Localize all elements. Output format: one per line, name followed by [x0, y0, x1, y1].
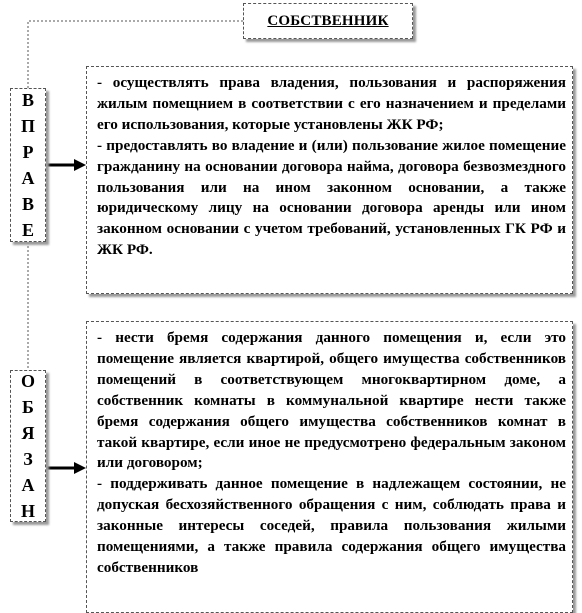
rights-label-box: [10, 88, 46, 242]
rights-item: - предоставлять во владение и (или) пользование жилое помещение гражданину на основании договора найма, договора безвозмездного пользования или на ином законном основании, а также юридическому лицу на основании договора аренды или ином законном основании с учетом требований, установленных ГК РФ и ЖК РФ.: [97, 136, 566, 259]
duties-label-letter: А: [21, 475, 35, 495]
duties-item: - поддерживать данное помещение в надлежащем состоянии, не допуская бесхозяйственного обращения с ним, соблюдать права и законные интересы соседей, правила пользования жилыми помещениями, а также правила содержания общего имущества собственников: [97, 475, 566, 576]
duties-label-letter: О: [20, 371, 35, 391]
rights-label-letter: В: [21, 90, 34, 110]
rights-label-letter: В: [21, 194, 34, 214]
rights-label-letter: Е: [21, 220, 34, 240]
owner-title: СОБСТВЕННИК: [267, 12, 389, 29]
rights-item: - осуществлять права владения, пользования и распоряжения жилым помещнием в соответствии с его назначением и пределами его использования, которые установлены ЖК РФ;: [97, 74, 566, 133]
duties-text-box: [86, 321, 573, 613]
duties-label-letter: Я: [21, 423, 35, 443]
duties-arrow-head: [74, 462, 86, 474]
rights-arrow-head: [74, 159, 86, 171]
duties-label-letter: Н: [20, 501, 35, 521]
rights-label-letter: А: [21, 168, 35, 188]
rights-label-letter: Р: [22, 142, 34, 162]
owner-title-box: [243, 3, 413, 39]
duties-label-box: [10, 370, 46, 522]
duties-label-letter: Б: [22, 397, 34, 417]
rights-label-letter: П: [20, 116, 35, 136]
duties-label-letter: З: [23, 449, 33, 469]
duties-item: - нести бремя содержания данного помещения и, если это помещение является квартирой, общего имущества собственников помещений в соответствующем многоквартирном доме, а собственник комнаты в коммунальной квартире нести также бремя содержания общего имущества собственников комнат в такой квартире, если иное не предусмотрено федеральным законом или договором;: [97, 329, 566, 472]
rights-text-box: [86, 66, 573, 294]
